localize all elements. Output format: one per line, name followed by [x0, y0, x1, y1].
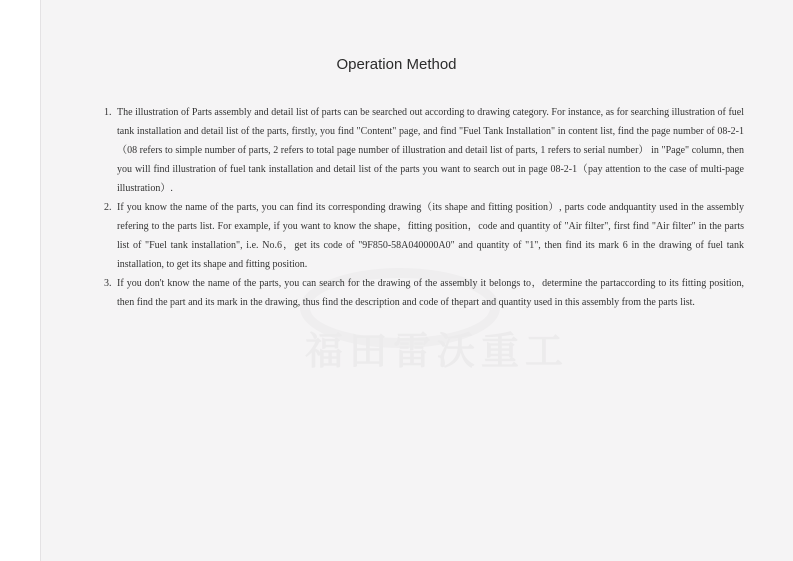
item-number: 1. [104, 107, 112, 118]
item-text: The illustration of Parts assembly and detail list of parts can be searched out according to drawing category. For instance, as for searching illustration of fuel tank installation and detail list of the parts, firstly, you find "Content" page, and find "Fuel Tank Installation" in content list, find the page number of 08-2-1（08 refers to simple number of parts, 2 refers to total page number of illustration and detail list of parts, 1 refers to serial number） in "Page" column, then you will find illustration of fuel tank installation and detail list of the parts you want to search out in page 08-2-1（pay attention to the case of multi-page illustration）. [117, 107, 744, 194]
item-number: 2. [104, 202, 112, 213]
instruction-item-2 [104, 198, 744, 274]
item-text: If you know the name of the parts, you can find its corresponding drawing（its shape and fitting position）, parts code andquantity used in the assembly refering to the parts list. For example, if you want to know the shape，fitting position，code and quantity of "Air filter", first find "Air filter" in the parts list of "Fuel tank installation", i.e. No.6，get its code of "9F850-58A040000A0" and quantity of "1", then find its mark 6 in the drawing of fuel tank installation, to get its shape and fitting position. [117, 202, 744, 270]
watermark-text: 福田雷沃重工 [305, 329, 570, 373]
page-title: Operation Method [336, 56, 457, 73]
instruction-list [104, 103, 744, 312]
item-text: If you don't know the name of the parts, you can search for the drawing of the assembly it belongs to，determine the partaccording to its fitting position, then find the part and its mark in the drawing, thus find the description and code of thepart and quantity used in this assembly from the parts list. [117, 278, 744, 308]
instruction-item-3 [104, 274, 744, 312]
instruction-item-1 [104, 103, 744, 198]
item-number: 3. [104, 278, 112, 289]
